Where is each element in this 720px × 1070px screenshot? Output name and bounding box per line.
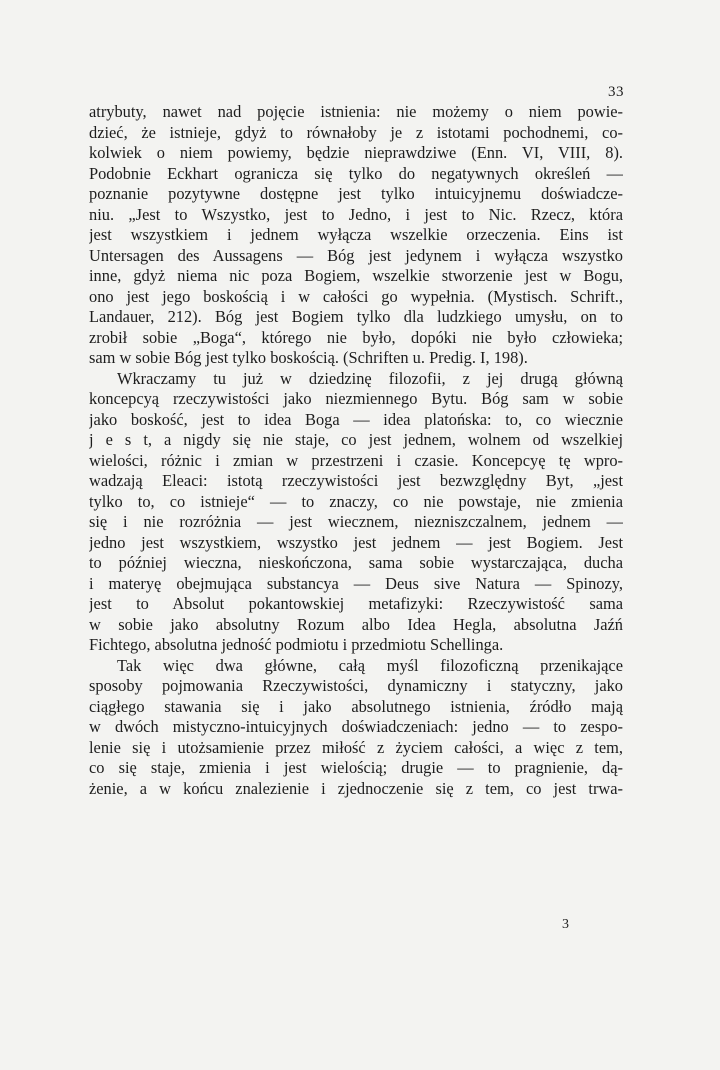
text-line: j e s t, a nigdy się nie staje, co jest jednem, wolnem od wszelkiej: [89, 430, 623, 449]
text-line: tylko to, co istnieje“ — to znaczy, co nie powstaje, nie zmienia: [89, 491, 623, 511]
text-line: w dwóch mistyczno-intuicyjnych doświadczeniach: jedno — to zespo-: [89, 717, 623, 736]
text-line: Tak więc dwa główne, całą myśl filozoficzną przenikające: [117, 655, 623, 675]
text-line: żenie, a w końcu znalezienie i zjednoczenie się z tem, co jest trwa-: [89, 778, 623, 798]
text-line: sam w sobie Bóg jest tylko boskością. (Schriften u. Predig. I, 198).: [89, 348, 528, 367]
text-line: wadzają Eleaci: istotą rzeczywistości jest bezwzględny Byt, „jest: [89, 471, 623, 490]
text-line: Wkraczamy tu już w dziedzinę filozofii, z jej drugą główną: [117, 368, 623, 388]
text-line: koncepcyą rzeczywistości jako niezmiennego Bytu. Bóg sam w sobie: [89, 389, 623, 408]
text-line: ono jest jego boskością i w całości go wypełnia. (Mystisch. Schrift.,: [89, 286, 623, 306]
signature-mark: 3: [562, 917, 569, 932]
paragraph-3: [89, 656, 623, 800]
text-line: to później wieczna, nieskończona, sama sobie wystarczająca, ducha: [89, 553, 623, 572]
text-line: się i nie rozróżnia — jest wiecznem, niezniszczalnem, jednem —: [89, 512, 623, 531]
text-line: poznanie pozytywne dostępne jest tylko intuicyjnemu doświadcze-: [89, 184, 623, 203]
body-text: [89, 102, 623, 799]
text-line: i materyę obejmująca substancya — Deus sive Natura — Spinozy,: [89, 573, 623, 593]
text-line: jest to Absolut pokantowskiej metafizyki: Rzeczywistość sama: [89, 594, 623, 613]
text-line: sposoby pojmowania Rzeczywistości, dynamiczny i statyczny, jako: [89, 676, 623, 695]
text-line: niu. „Jest to Wszystko, jest to Jedno, i jest to Nic. Rzecz, która: [89, 204, 623, 224]
text-line: zrobił sobie „Boga“, którego nie było, dopóki nie było człowieka;: [89, 327, 623, 347]
page-number: 33: [608, 84, 624, 100]
text-line: lenie się i utożsamienie przez miłość z życiem całości, a więc z tem,: [89, 737, 623, 757]
paragraph-2: [89, 369, 623, 656]
text-line: Podobnie Eckhart ogranicza się tylko do negatywnych określeń —: [89, 163, 623, 183]
text-line: jako boskość, jest to idea Boga — idea platońska: to, co wiecznie: [89, 409, 623, 429]
text-line: w sobie jako absolutny Rozum albo Idea Hegla, absolutna Jaźń: [89, 614, 623, 634]
text-line: jest wszystkiem i jednem wyłącza wszelkie orzeczenia. Eins ist: [89, 225, 623, 244]
text-line: Landauer, 212). Bóg jest Bogiem tylko dla ludzkiego umysłu, on to: [89, 307, 623, 326]
text-line: wielości, różnic i zmian w przestrzeni i czasie. Koncepcyę tę wpro-: [89, 450, 623, 470]
paragraph-1: [89, 102, 623, 369]
text-line: ciągłego stawania się i jako absolutnego istnienia, źródło mają: [89, 696, 623, 716]
text-line: atrybuty, nawet nad pojęcie istnienia: nie możemy o niem powie-: [89, 102, 623, 121]
text-line: Fichtego, absolutna jedność podmiotu i przedmiotu Schellinga.: [89, 635, 504, 654]
text-line: co się staje, zmienia i jest wielością; drugie — to pragnienie, dą-: [89, 758, 623, 777]
text-line: jedno jest wszystkiem, wszystko jest jednem — jest Bogiem. Jest: [89, 532, 623, 552]
text-line: inne, gdyż niema nic poza Bogiem, wszelkie stworzenie jest w Bogu,: [89, 266, 623, 285]
text-line: dzieć, że istnieje, gdyż to równałoby je z istotami pochodnemi, co-: [89, 122, 623, 142]
text-line: Untersagen des Aussagens — Bóg jest jedynem i wyłącza wszystko: [89, 245, 623, 265]
text-line: kolwiek o niem powiemy, będzie nieprawdziwe (Enn. VI, VIII, 8).: [89, 143, 623, 162]
